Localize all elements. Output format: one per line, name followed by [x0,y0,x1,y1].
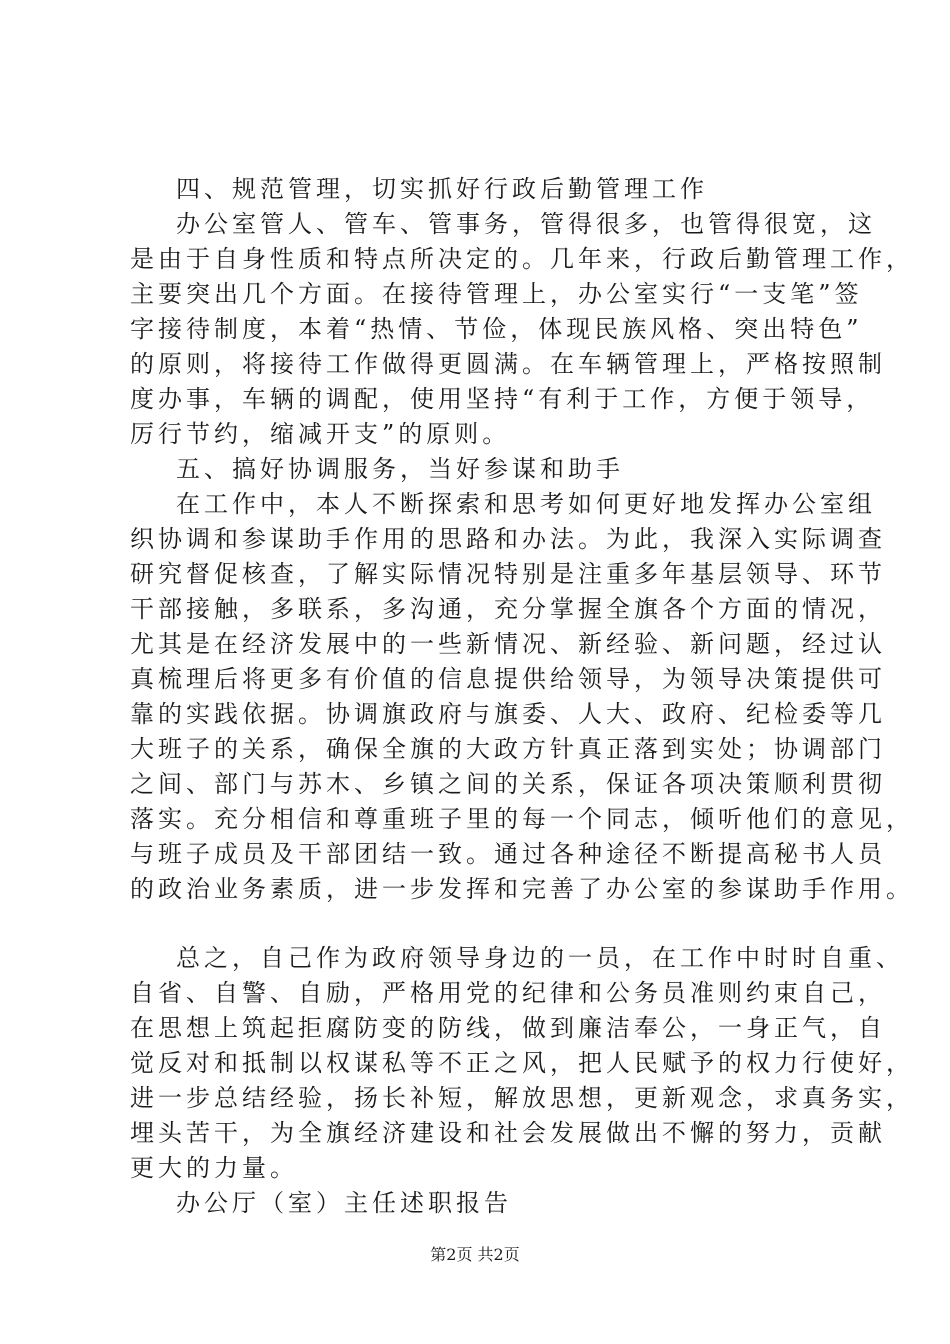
paragraph-line: 觉反对和抵制以权谋私等不正之风，把人民赋予的权力行使好， [130,1049,914,1077]
summary-paragraph [130,941,914,1186]
paragraph-line: 自省、自警、自励，严格用党的纪律和公务员准则约束自己， [130,979,886,1007]
section-4-paragraph [130,207,914,452]
paragraph-spacer [130,907,830,941]
page-footer: 第2页 共2页 [430,1245,520,1264]
paragraph-line: 真梳理后将更多有价值的信息提供给领导，为领导决策提供可 [130,665,886,693]
paragraph-line: 在思想上筑起拒腐防变的防线，做到廉洁奉公，一身正气，自 [130,1014,886,1042]
paragraph-line: 厉行节约，缩减开支”的原则。 [130,420,511,448]
paragraph-line: 织协调和参谋助手作用的思路和办法。为此，我深入实际调查 [130,525,886,553]
paragraph-line: 在工作中，本人不断探索和思考如何更好地发挥办公室组 [176,490,876,518]
paragraph-line: 是由于自身性质和特点所决定的。几年来，行政后勤管理工作， [130,245,914,273]
paragraph-line: 落实。充分相信和尊重班子里的每一个同志，倾听他们的意见， [130,805,914,833]
paragraph-line: 干部接触，多联系，多沟通，充分掌握全旗各个方面的情况， [130,595,886,623]
paragraph-line: 大班子的关系，确保全旗的大政方针真正落到实处；协调部门 [130,735,886,763]
section-heading-4: 四、规范管理，切实抓好行政后勤管理工作 [176,175,708,203]
paragraph-line: 研究督促核查，了解实际情况特别是注重多年基层领导、环节 [130,560,886,588]
paragraph-line: 与班子成员及干部团结一致。通过各种途径不断提高秘书人员 [130,840,886,868]
paragraph-line: 更大的力量。 [130,1154,298,1182]
paragraph-line: 总之，自己作为政府领导身边的一员，在工作中时时自重、 [176,944,904,972]
paragraph-line: 字接待制度，本着“热情、节俭，体现民族风格、突出特色” [130,315,863,343]
paragraph-line: 主要突出几个方面。在接待管理上，办公室实行“一支笔”签 [130,280,863,308]
paragraph-line: 的原则，将接待工作做得更圆满。在车辆管理上，严格按照制 [130,350,886,378]
document-body [130,172,914,1221]
closing-title: 办公厅（室）主任述职报告 [176,1189,512,1217]
paragraph-line: 进一步总结经验，扬长补短，解放思想，更新观念，求真务实， [130,1084,914,1112]
paragraph-line: 尤其是在经济发展中的一些新情况、新经验、新问题，经过认 [130,630,886,658]
paragraph-line: 埋头苦干，为全旗经济建设和社会发展做出不懈的努力，贡献 [130,1119,886,1147]
paragraph-line: 靠的实践依据。协调旗政府与旗委、人大、政府、纪检委等几 [130,700,886,728]
section-heading-5: 五、搞好协调服务，当好参谋和助手 [176,455,624,483]
paragraph-line: 办公室管人、管车、管事务，管得很多，也管得很宽，这 [176,210,876,238]
paragraph-line: 度办事，车辆的调配，使用坚持“有利于工作，方便于领导， [130,385,875,413]
paragraph-line: 之间、部门与苏木、乡镇之间的关系，保证各项决策顺利贯彻 [130,770,886,798]
paragraph-line: 的政治业务素质，进一步发挥和完善了办公室的参谋助手作用。 [130,875,914,903]
section-5-paragraph [130,487,914,907]
